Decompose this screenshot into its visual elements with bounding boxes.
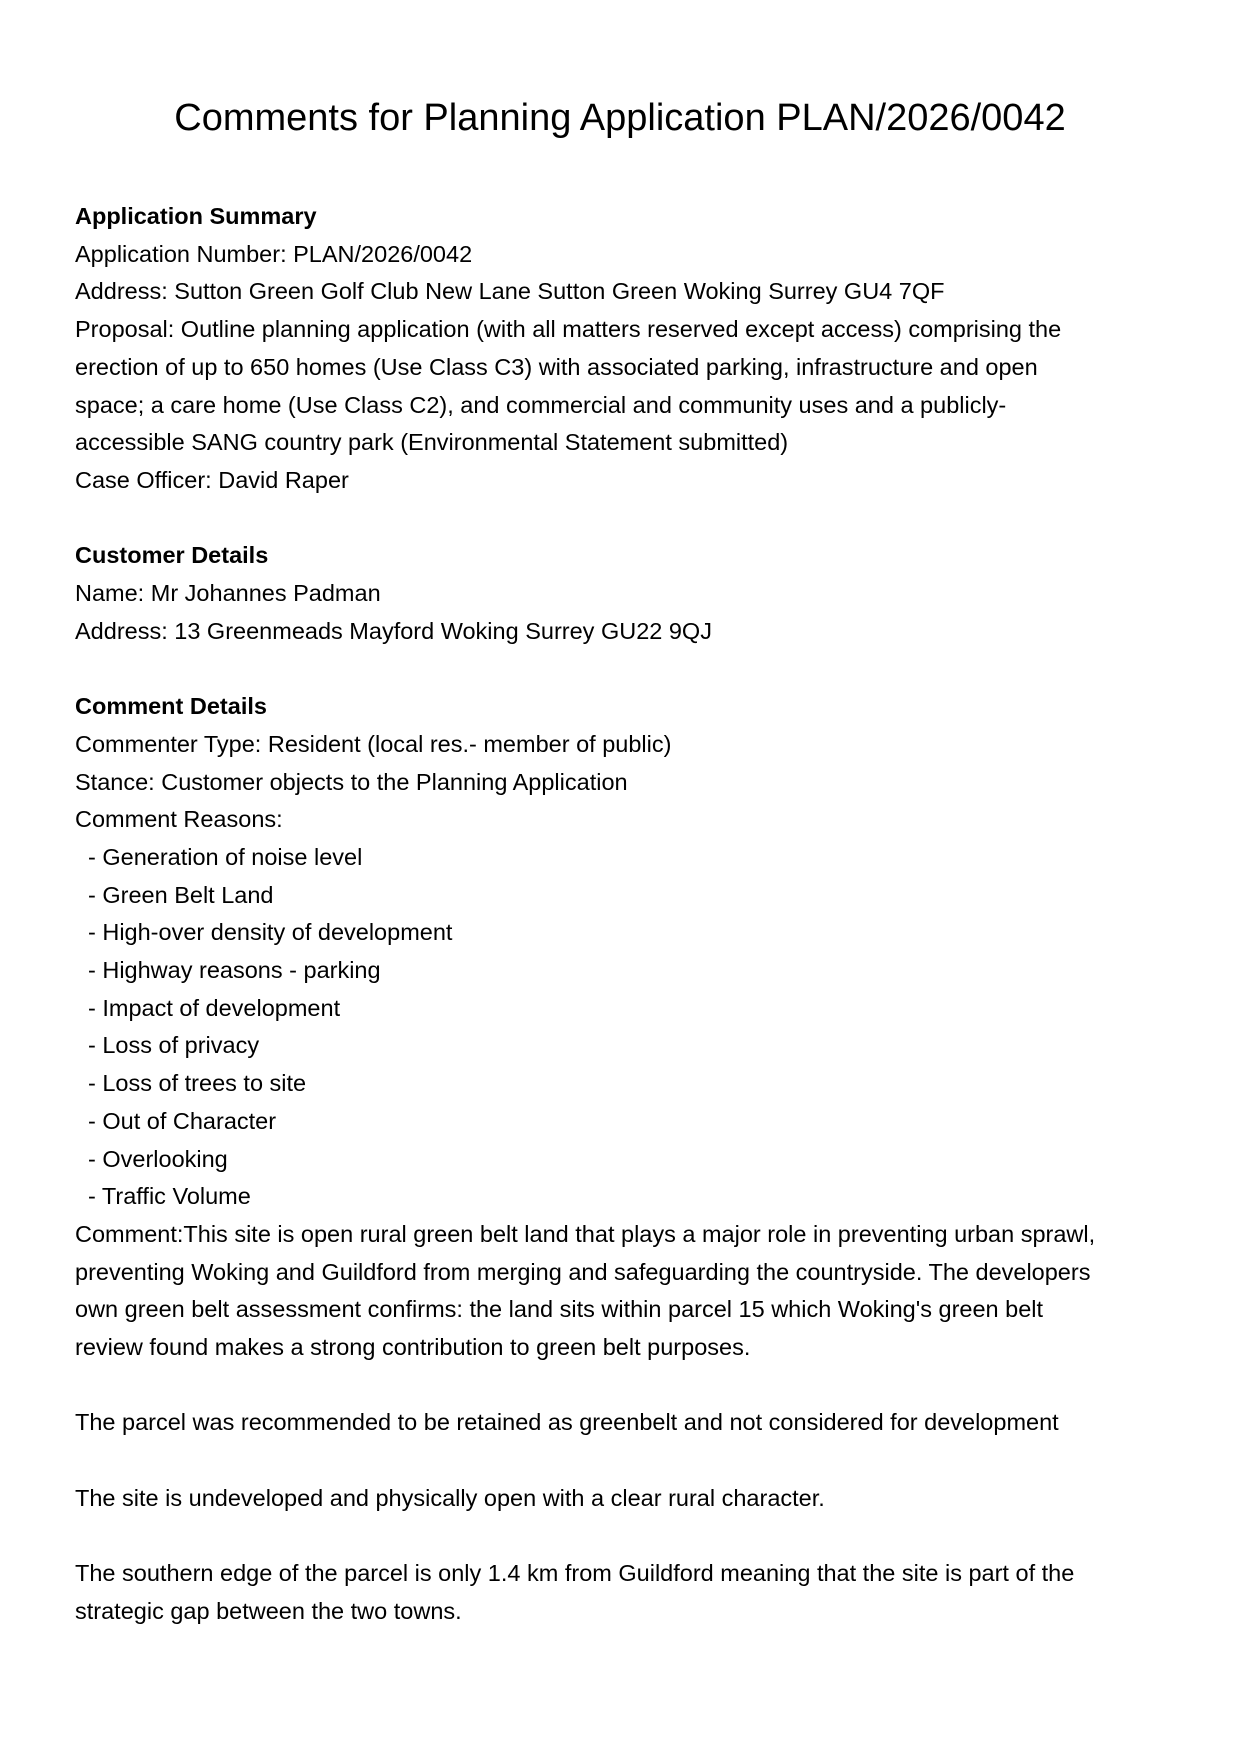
customer-name: Name: Mr Johannes Padman: [75, 580, 381, 607]
comment-line: strategic gap between the two towns.: [75, 1597, 462, 1624]
customer-details-heading: Customer Details: [75, 542, 269, 569]
stance: Stance: Customer objects to the Planning Application: [75, 768, 628, 795]
section-spacer: [75, 650, 1175, 688]
comment-reason-item: - High-over density of development: [88, 919, 453, 946]
document-content: [75, 198, 1175, 1631]
proposal-line: erection of up to 650 homes (Use Class C3) with associated parking, infrastructure and open: [75, 353, 1038, 380]
comment-paragraph-3: The site is undeveloped and physically open with a clear rural character.: [75, 1484, 825, 1511]
comment-line: review found makes a strong contribution to green belt purposes.: [75, 1334, 751, 1361]
comment-line: Comment:This site is open rural green belt land that plays a major role in preventing urban sprawl,: [75, 1220, 1096, 1247]
document-title: Comments for Planning Application PLAN/2026/0042: [174, 97, 1066, 139]
customer-details-section: [75, 537, 1175, 650]
comment-reason-item: - Impact of development: [88, 994, 341, 1021]
comment-line: preventing Woking and Guildford from merging and safeguarding the countryside. The developers: [75, 1258, 1091, 1285]
paragraph-spacer: [75, 1367, 1175, 1405]
proposal-line: accessible SANG country park (Environmental Statement submitted): [75, 429, 789, 456]
comment-details-heading: Comment Details: [75, 693, 267, 720]
comment-reason-item: - Highway reasons - parking: [88, 957, 381, 984]
comment-reason-item: - Generation of noise level: [88, 843, 363, 870]
comment-reason-item: - Traffic Volume: [88, 1183, 251, 1210]
case-officer: Case Officer: David Raper: [75, 466, 349, 493]
comment-reason-item: - Loss of trees to site: [88, 1070, 307, 1097]
comment-paragraph-2: The parcel was recommended to be retained as greenbelt and not considered for development: [75, 1409, 1059, 1436]
comment-reason-item: - Out of Character: [88, 1107, 277, 1134]
comment-reasons-list: [75, 839, 1175, 1216]
comment-text: [75, 1216, 1175, 1367]
comment-paragraph-4: [75, 1555, 1175, 1630]
application-summary-heading: Application Summary: [75, 203, 317, 229]
commenter-type: Commenter Type: Resident (local res.- member of public): [75, 730, 672, 757]
comment-line: own green belt assessment confirms: the land sits within parcel 15 which Woking's green belt: [75, 1296, 1044, 1323]
section-spacer: [75, 500, 1175, 538]
proposal-line: space; a care home (Use Class C2), and commercial and community uses and a publicly-: [75, 391, 1007, 418]
comment-reason-item: - Overlooking: [88, 1145, 228, 1172]
comment-reasons-label: Comment Reasons:: [75, 806, 283, 833]
proposal-line: Proposal: Outline planning application (with all matters reserved except access) comprising the: [75, 316, 1062, 343]
customer-address: Address: 13 Greenmeads Mayford Woking Surrey GU22 9QJ: [75, 617, 712, 644]
application-address: Address: Sutton Green Golf Club New Lane Sutton Green Woking Surrey GU4 7QF: [75, 278, 945, 305]
comment-reason-item: - Green Belt Land: [88, 881, 274, 908]
comment-line: The southern edge of the parcel is only 1.4 km from Guildford meaning that the site is part of the: [75, 1560, 1075, 1587]
comment-details-section: [75, 688, 1175, 1631]
comment-reason-item: - Loss of privacy: [88, 1032, 260, 1059]
application-summary-section: [75, 198, 1175, 500]
paragraph-spacer: [75, 1518, 1175, 1556]
paragraph-spacer: [75, 1442, 1175, 1480]
application-number: Application Number: PLAN/2026/0042: [75, 240, 473, 267]
